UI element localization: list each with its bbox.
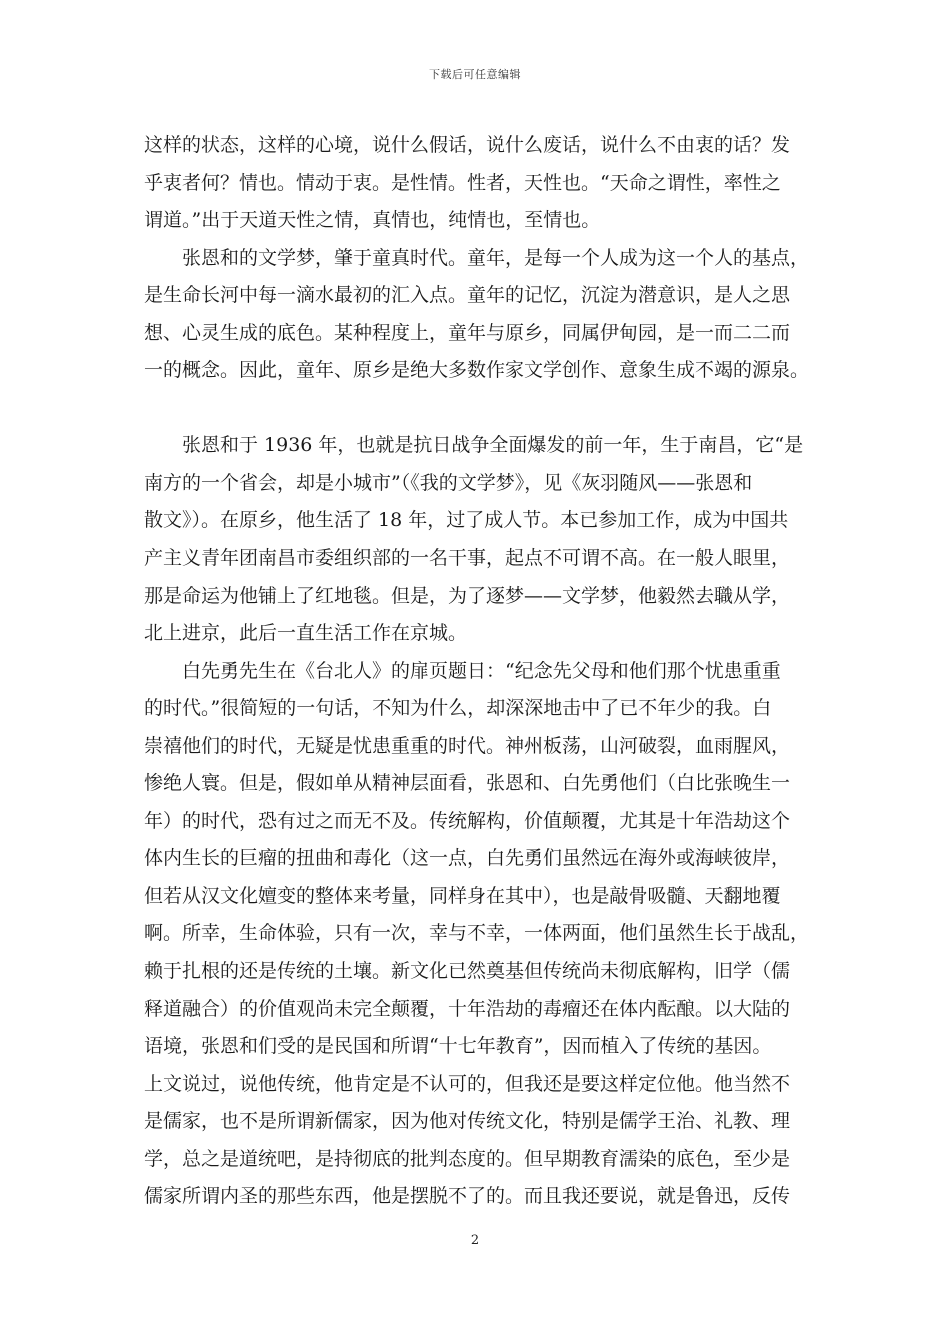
page-number: 2	[470, 1233, 480, 1248]
text-line: 一的概念。因此，童年、原乡是绝大多数作家文学创作、意象生成不竭的源泉。	[144, 359, 810, 382]
text-line: 那是命运为他铺上了红地毯。但是，为了逐梦——文学梦，他毅然去職从学，	[144, 584, 791, 607]
text-line: 是儒家，也不是所谓新儒家，因为他对传统文化，特别是儒学王治、礼教、理	[144, 1110, 791, 1133]
text-line: 想、心灵生成的底色。某种程度上，童年与原乡，同属伊甸园，是一而二二而	[144, 321, 791, 344]
text-line: 惨绝人寰。但是，假如单从精神层面看，张恩和、白先勇他们（白比张晚生一	[144, 772, 791, 795]
text-line: 张恩和的文学梦，肇于童真时代。童年，是每一个人成为这一个人的基点，	[144, 246, 810, 269]
page-header: 下载后可任意编辑	[429, 68, 521, 81]
text-line: 产主义青年团南昌市委组织部的一名干事，起点不可谓不高。在一般人眼里，	[144, 547, 791, 570]
text-line: 儒家所谓内圣的那些东西，他是摆脱不了的。而且我还要说，就是鲁迅，反传	[144, 1185, 791, 1208]
document-body	[144, 127, 820, 1216]
text-line: 年）的时代，恐有过之而无不及。传统解构，价值颠覆，尤其是十年浩劫这个	[144, 809, 791, 832]
text-line: 体内生长的巨瘤的扭曲和毒化（这一点，白先勇们虽然远在海外或海峡彼岸，	[144, 847, 791, 870]
text-line: 赖于扎根的还是传统的土壤。新文化已然奠基但传统尚未彻底解构，旧学（儒	[144, 960, 791, 983]
text-line: 散文》）。在原乡，他生活了 18 年，过了成人节。本已参加工作，成为中国共	[144, 509, 789, 532]
text-line: 白先勇先生在《台北人》的扉页题日：“纪念先父母和他们那个忧患重重	[144, 659, 781, 682]
text-line: 的时代。”很简短的一句话，不知为什么，却深深地击中了已不年少的我。白	[144, 697, 772, 720]
text-line: 学，总之是道统吧，是持彻底的批判态度的。但早期教育濡染的底色，至少是	[144, 1147, 791, 1170]
text-line: 是生命长河中每一滴水最初的汇入点。童年的记忆，沉淀为潜意识，是人之思	[144, 284, 791, 307]
text-line: 语境，张恩和们受的是民国和所谓“十七年教育”，因而植入了传统的基因。	[144, 1035, 772, 1058]
text-line: 南方的一个省会，却是小城市”（《我的文学梦》，见《灰羽随风——张恩和	[144, 471, 753, 494]
text-line: 上文说过，说他传统，他肯定是不认可的，但我还是要这样定位他。他当然不	[144, 1072, 791, 1095]
text-line: 这样的状态，这样的心境，说什么假话，说什么废话，说什么不由衷的话？发	[144, 134, 791, 156]
text-line: 张恩和于 1936 年，也就是抗日战争全面爆发的前一年，生于南昌，它“是	[144, 434, 804, 457]
blank-line	[144, 390, 820, 428]
text-line: 谓道。”出于天道天性之情，真情也，纯情也，至情也。	[144, 209, 601, 232]
text-line: 北上进京，此后一直生活工作在京城。	[144, 622, 468, 645]
text-line: 乎衷者何？情也。情动于衷。是性情。性者，天性也。“天命之谓性，率性之	[144, 171, 781, 194]
text-line: 啊。所幸，生命体验，只有一次，幸与不幸，一体两面，他们虽然生长于战乱，	[144, 922, 810, 945]
text-line: 释道融合）的价值观尚未完全颠覆，十年浩劫的毒瘤还在体内酝酿。以大陆的	[144, 997, 791, 1020]
text-line: 但若从汉文化嬗变的整体来考量，同样身在其中），也是敲骨吸髓、天翻地覆	[144, 884, 781, 907]
text-line: 崇禧他们的时代，无疑是忧患重重的时代。神州板荡，山河破裂，血雨腥风，	[144, 734, 791, 757]
